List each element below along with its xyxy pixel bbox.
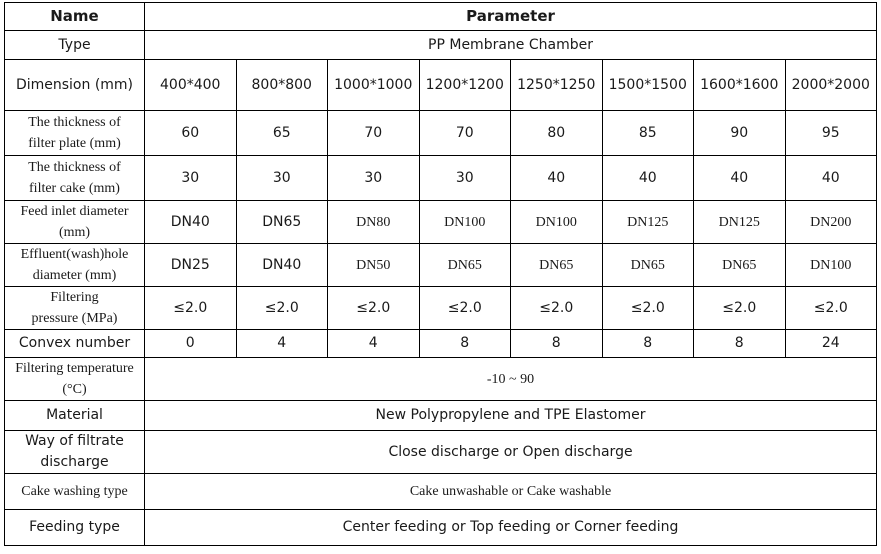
plate-thickness-value: 65 <box>236 111 328 156</box>
plate-thickness-row <box>5 111 877 156</box>
dimension-value: 1000*1000 <box>328 60 420 111</box>
effluent-hole-value: DN65 <box>419 244 511 287</box>
filtering-temperature-label-line1: Filtering temperature <box>15 361 134 376</box>
type-row <box>5 31 877 60</box>
feed-inlet-label-line2: (mm) <box>58 225 91 240</box>
cake-thickness-label-line1: The thickness of <box>28 160 121 175</box>
plate-thickness-value: 95 <box>785 111 877 156</box>
dimension-value: 1600*1600 <box>694 60 786 111</box>
filtering-pressure-value: ≤2.0 <box>419 287 511 330</box>
dimension-value: 800*800 <box>236 60 328 111</box>
material-label: Material <box>5 401 145 431</box>
feed-inlet-value: DN65 <box>236 201 328 244</box>
dimension-value: 2000*2000 <box>785 60 877 111</box>
filtrate-discharge-row <box>5 431 877 474</box>
feed-inlet-value: DN40 <box>145 201 237 244</box>
filtering-pressure-value: ≤2.0 <box>145 287 237 330</box>
cake-thickness-value: 40 <box>511 156 603 201</box>
convex-number-value: 4 <box>328 330 420 358</box>
dimension-value: 1250*1250 <box>511 60 603 111</box>
filtering-pressure-value: ≤2.0 <box>328 287 420 330</box>
filtering-pressure-value: ≤2.0 <box>785 287 877 330</box>
feed-inlet-value: DN80 <box>328 201 420 244</box>
plate-thickness-label <box>5 111 145 156</box>
cake-washing-row <box>5 474 877 510</box>
plate-thickness-value: 70 <box>419 111 511 156</box>
filtering-pressure-value: ≤2.0 <box>694 287 786 330</box>
type-label: Type <box>5 31 145 60</box>
feed-inlet-value: DN100 <box>419 201 511 244</box>
material-value: New Polypropylene and TPE Elastomer <box>145 401 877 431</box>
filtering-pressure-value: ≤2.0 <box>602 287 694 330</box>
plate-thickness-value: 70 <box>328 111 420 156</box>
filtering-pressure-row <box>5 287 877 330</box>
cake-washing-label: Cake washing type <box>5 474 145 510</box>
effluent-hole-row <box>5 244 877 287</box>
parameter-header: Parameter <box>145 3 877 31</box>
cake-thickness-value: 40 <box>602 156 694 201</box>
dimension-value: 400*400 <box>145 60 237 111</box>
cake-thickness-label <box>5 156 145 201</box>
plate-thickness-value: 85 <box>602 111 694 156</box>
cake-thickness-label-line2: filter cake (mm) <box>29 181 120 196</box>
filtrate-discharge-label-line1: Way of filtrate <box>25 433 124 449</box>
effluent-hole-value: DN65 <box>511 244 603 287</box>
feeding-type-label: Feeding type <box>5 510 145 546</box>
feeding-type-value: Center feeding or Top feeding or Corner feeding <box>145 510 877 546</box>
feed-inlet-row <box>5 201 877 244</box>
filtrate-discharge-label-line2: discharge <box>40 454 109 470</box>
convex-number-value: 4 <box>236 330 328 358</box>
effluent-hole-value: DN50 <box>328 244 420 287</box>
convex-number-value: 24 <box>785 330 877 358</box>
filtering-pressure-label <box>5 287 145 330</box>
name-header: Name <box>5 3 145 31</box>
filtering-pressure-label-line1: Filtering <box>50 290 99 305</box>
filtrate-discharge-value: Close discharge or Open discharge <box>145 431 877 474</box>
plate-thickness-value: 90 <box>694 111 786 156</box>
cake-thickness-value: 30 <box>328 156 420 201</box>
feed-inlet-value: DN200 <box>785 201 877 244</box>
filtering-pressure-value: ≤2.0 <box>236 287 328 330</box>
plate-thickness-label-line2: filter plate (mm) <box>28 136 121 151</box>
type-value: PP Membrane Chamber <box>145 31 877 60</box>
effluent-hole-value: DN100 <box>785 244 877 287</box>
filtering-temperature-label <box>5 358 145 401</box>
effluent-hole-value: DN25 <box>145 244 237 287</box>
feeding-type-row <box>5 510 877 546</box>
plate-thickness-label-line1: The thickness of <box>28 115 121 130</box>
cake-washing-value: Cake unwashable or Cake washable <box>145 474 877 510</box>
effluent-hole-value: DN40 <box>236 244 328 287</box>
effluent-hole-value: DN65 <box>694 244 786 287</box>
convex-number-value: 8 <box>419 330 511 358</box>
convex-number-value: 8 <box>511 330 603 358</box>
convex-number-value: 0 <box>145 330 237 358</box>
dimension-value: 1200*1200 <box>419 60 511 111</box>
feed-inlet-value: DN125 <box>694 201 786 244</box>
cake-thickness-value: 40 <box>785 156 877 201</box>
dimension-label: Dimension (mm) <box>5 60 145 111</box>
convex-number-value: 8 <box>602 330 694 358</box>
filtrate-discharge-label <box>5 431 145 474</box>
filtering-temperature-row <box>5 358 877 401</box>
convex-number-value: 8 <box>694 330 786 358</box>
effluent-hole-label-line1: Effluent(wash)hole <box>20 247 129 262</box>
convex-number-label: Convex number <box>5 330 145 358</box>
parameter-table <box>4 2 877 546</box>
plate-thickness-value: 60 <box>145 111 237 156</box>
effluent-hole-value: DN65 <box>602 244 694 287</box>
dimension-value: 1500*1500 <box>602 60 694 111</box>
feed-inlet-value: DN125 <box>602 201 694 244</box>
filtering-pressure-label-line2: pressure (MPa) <box>31 311 118 326</box>
feed-inlet-label-line1: Feed inlet diameter <box>20 204 129 219</box>
material-row <box>5 401 877 431</box>
cake-thickness-row <box>5 156 877 201</box>
cake-thickness-value: 30 <box>236 156 328 201</box>
plate-thickness-value: 80 <box>511 111 603 156</box>
filtering-pressure-value: ≤2.0 <box>511 287 603 330</box>
cake-thickness-value: 30 <box>145 156 237 201</box>
filtering-temperature-label-line2: (°C) <box>62 382 87 397</box>
dimension-row <box>5 60 877 111</box>
effluent-hole-label-line2: diameter (mm) <box>32 268 117 283</box>
feed-inlet-label <box>5 201 145 244</box>
feed-inlet-value: DN100 <box>511 201 603 244</box>
cake-thickness-value: 30 <box>419 156 511 201</box>
cake-thickness-value: 40 <box>694 156 786 201</box>
filtering-temperature-value: -10 ~ 90 <box>145 358 877 401</box>
convex-number-row <box>5 330 877 358</box>
header-row <box>5 3 877 31</box>
effluent-hole-label <box>5 244 145 287</box>
